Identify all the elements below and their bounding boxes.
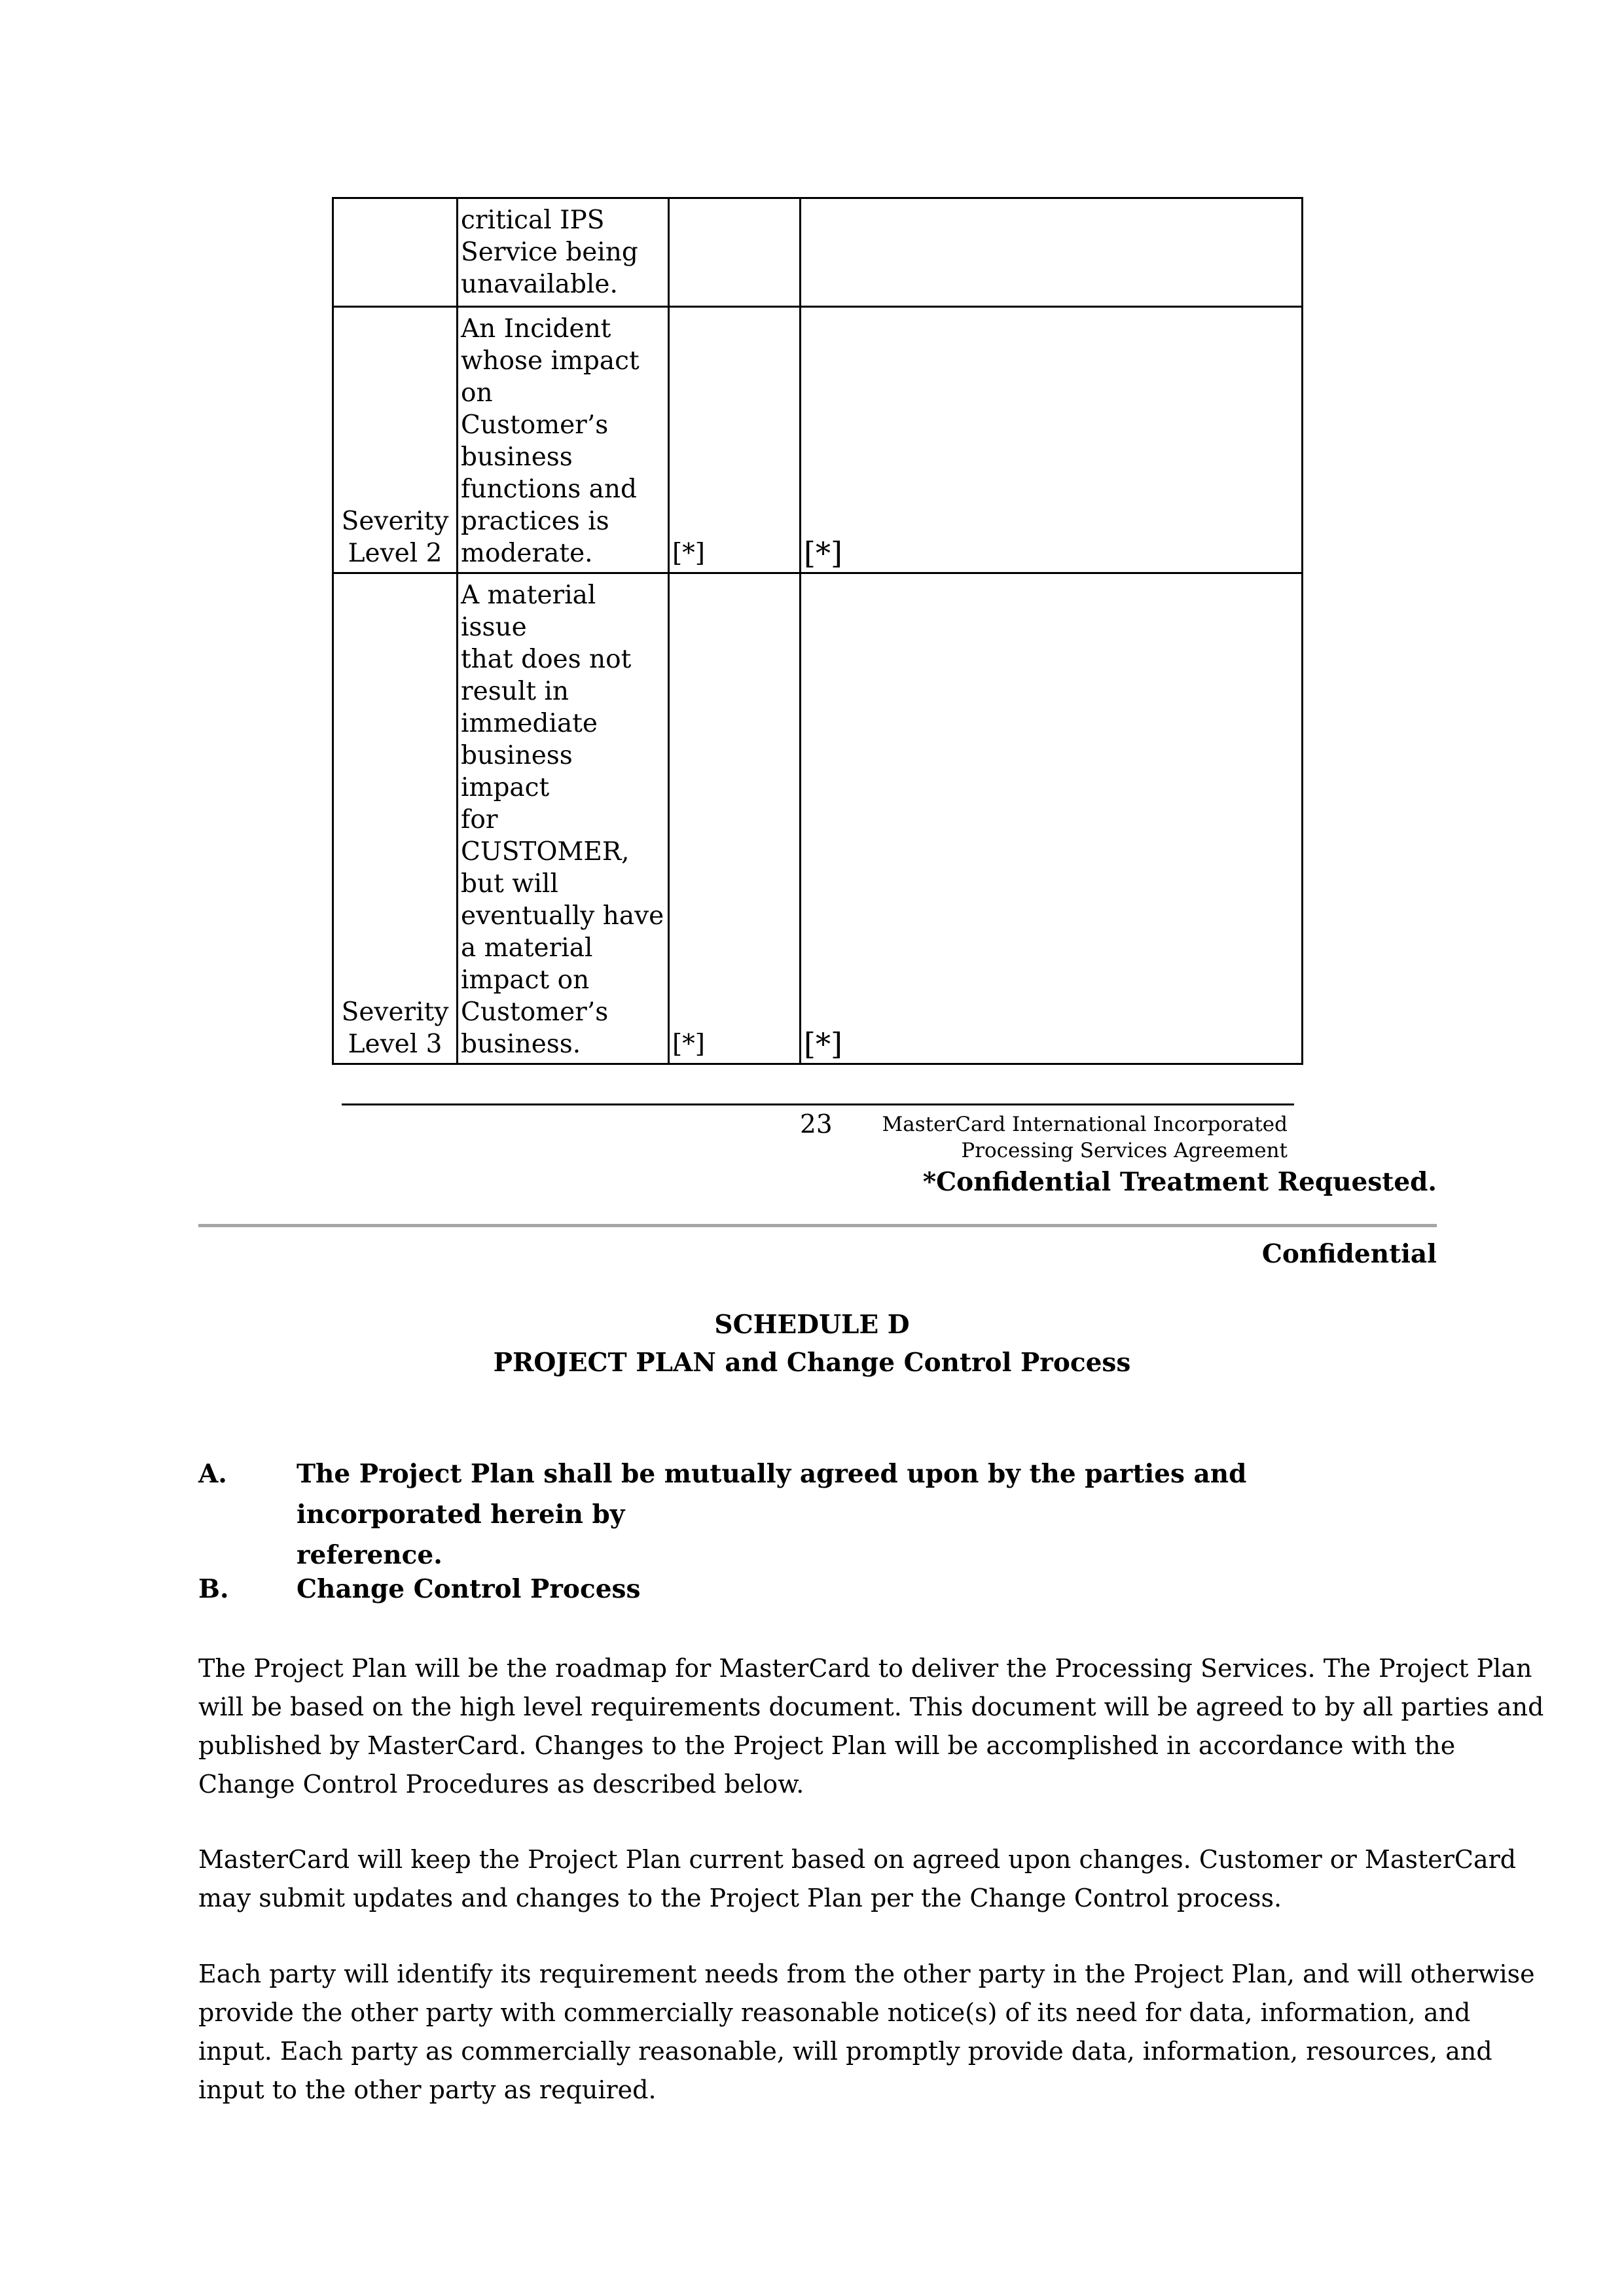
paragraph-line: input. Each party as commercially reasonable, will promptly provide data, information, resources, and — [198, 2037, 1492, 2066]
description-line: that does not — [461, 645, 632, 674]
metric-cell: [*] — [669, 573, 801, 1064]
description-line: result in — [461, 677, 569, 706]
paragraph — [198, 1649, 1544, 1804]
paragraph — [198, 1840, 1517, 1918]
severity-description-cell — [458, 307, 669, 573]
description-line: business — [461, 442, 573, 472]
description-line: An Incident — [461, 314, 611, 344]
paragraph-line: will be based on the high level requirements document. This document will be agreed to by all parties and — [198, 1693, 1544, 1721]
severity-description-cell — [458, 573, 669, 1064]
description-line: Customer’s — [461, 410, 609, 440]
metric-cell: [*] — [801, 573, 1303, 1064]
description-line: practices is — [461, 507, 609, 536]
description-line: business. — [461, 1030, 581, 1059]
paragraph-line: provide the other party with commercially reasonable notice(s) of its need for data, information, and — [198, 1998, 1471, 2027]
description-line: eventually have — [461, 901, 664, 931]
description-line: immediate — [461, 709, 598, 738]
description-line: Customer’s — [461, 997, 609, 1027]
footer-company: MasterCard International Incorporated — [882, 1113, 1288, 1136]
section-b-letter: B. — [198, 1574, 229, 1604]
footer-meta — [882, 1111, 1288, 1164]
description-line: whose impact on — [461, 346, 640, 408]
paragraph-line: published by MasterCard. Changes to the Project Plan will be accomplished in accordance with the — [198, 1731, 1456, 1760]
severity-level-line: Level 3 — [348, 1030, 442, 1059]
section-a-text — [297, 1454, 1435, 1575]
confidential-treatment-note: *Confidential Treatment Requested. — [922, 1167, 1437, 1197]
table-row — [333, 573, 1303, 1064]
severity-level-cell — [333, 198, 458, 307]
description-line: unavailable. — [461, 270, 618, 299]
table-row — [333, 198, 1303, 307]
page-separator — [198, 1224, 1437, 1227]
confidential-label: Confidential — [1261, 1239, 1437, 1269]
description-line: for CUSTOMER, — [461, 805, 630, 867]
footer-rule — [342, 1103, 1294, 1105]
severity-level-line: Severity — [341, 997, 449, 1027]
description-line: functions and — [461, 475, 638, 504]
metric-cell — [669, 198, 801, 307]
footer-agreement: Processing Services Agreement — [961, 1139, 1288, 1162]
metric-cell: [*] — [669, 307, 801, 573]
paragraph-line: input to the other party as required. — [198, 2075, 657, 2104]
schedule-subtitle: PROJECT PLAN and Change Control Process — [493, 1348, 1131, 1378]
severity-level-cell — [333, 573, 458, 1064]
paragraph-line: Each party will identify its requirement needs from the other party in the Project Plan, and will otherwise — [198, 1960, 1535, 1988]
paragraph-line: Change Control Procedures as described below. — [198, 1770, 804, 1799]
severity-table — [332, 197, 1303, 1065]
section-a — [198, 1454, 1435, 1570]
paragraph-line: may submit updates and changes to the Project Plan per the Change Control process. — [198, 1884, 1282, 1912]
description-line: but will — [461, 869, 558, 899]
schedule-title: SCHEDULE D — [714, 1310, 910, 1340]
paragraph — [198, 1955, 1535, 2109]
table-row — [333, 307, 1303, 573]
severity-level-line: Level 2 — [348, 539, 442, 568]
section-b-title: Change Control Process — [297, 1574, 641, 1604]
metric-cell — [801, 198, 1303, 307]
description-line: impact on — [461, 965, 590, 995]
description-line: A material issue — [461, 581, 596, 642]
description-line: moderate. — [461, 539, 593, 568]
page-number: 23 — [800, 1110, 833, 1139]
section-a-letter: A. — [198, 1459, 227, 1489]
description-line: critical IPS — [461, 206, 605, 235]
paragraph-line: MasterCard will keep the Project Plan current based on agreed upon changes. Customer or MasterCard — [198, 1845, 1517, 1874]
severity-level-line: Severity — [341, 507, 449, 536]
severity-description-cell — [458, 198, 669, 307]
section-b — [198, 1569, 1435, 1609]
description-line: a material — [461, 933, 593, 963]
section-a-line: The Project Plan shall be mutually agreed upon by the parties and incorporated herein by — [297, 1459, 1247, 1530]
description-line: Service being — [461, 238, 638, 267]
description-line: business impact — [461, 741, 573, 802]
metric-cell: [*] — [801, 307, 1303, 573]
severity-level-cell — [333, 307, 458, 573]
section-a-line: reference. — [297, 1540, 442, 1570]
paragraph-line: The Project Plan will be the roadmap for MasterCard to deliver the Processing Services. The Project Plan — [198, 1654, 1532, 1683]
